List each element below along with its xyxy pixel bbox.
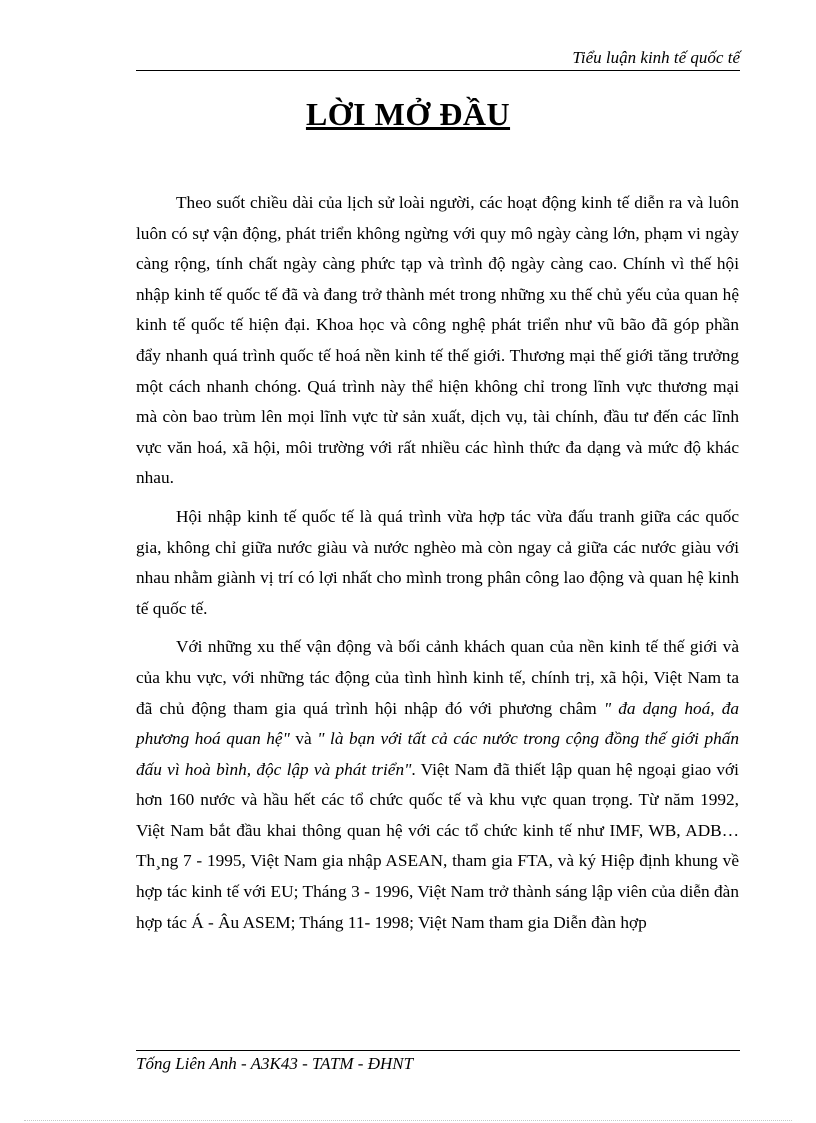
paragraph-3 [136, 632, 739, 938]
paragraph-3-text-b: và [289, 729, 318, 749]
paragraph-1: Theo suốt chiều dài của lịch sử loài người, các hoạt động kinh tế diễn ra và luôn luôn có sự vận động, phát triển không ngừng với quy mô ngày càng lớn, phạm vi ngày càng rộng, tính chất ngày càng phức tạp và trình độ ngày càng cao. Chính vì thế hội nhập kinh tế quốc tế đã và đang trở thành mét trong những xu thế chủ yếu của quan hệ kinh tế quốc tế hiện đại. Khoa học và công nghệ phát triển như vũ bão đã góp phần đẩy nhanh quá trình quốc tế hoá nền kinh tế thế giới. Thương mại thế giới tăng trưởng một cách nhanh chóng. Quá trình này thể hiện không chỉ trong lĩnh vực thương mại mà còn bao trùm lên mọi lĩnh vực từ sản xuất, dịch vụ, tài chính, đầu tư đến các lĩnh vực văn hoá, xã hội, môi trường với rất nhiều các hình thức đa dạng và mức độ khác nhau. [136, 193, 739, 488]
header-text: Tiểu luận kinh tế quốc tế [572, 48, 740, 67]
paragraph-3-text-c: . Việt Nam đã thiết lập quan hệ ngoại giao với hơn 160 nước và hầu hết các tổ chức quốc tế và khu vực quan trọng. Từ năm 1992, Việt Nam bắt đầu khai thông quan hệ với các tổ chức kinh tế như IMF, WB, ADB…Th¸ng 7 - 1995, Việt Nam gia nhập ASEAN, tham gia FTA, và ký Hiệp định khung về hợp tác kinh tế với EU; Tháng 3 - 1996, Việt Nam trở thành sáng lập viên của diễn đàn hợp tác Á - Âu ASEM; Tháng 11- 1998; Việt Nam tham gia Diễn đàn hợp [136, 759, 739, 932]
paragraph-3-quote-2: " là bạn với tất cả các nước trong cộng đồng thế giới phấn đấu vì hoà bình, độc lập và phát triển" [136, 729, 740, 779]
page-header [136, 48, 740, 71]
page-footer [136, 1050, 740, 1073]
document-body [136, 188, 739, 946]
footer-text: Tống Liên Anh - A3K43 - TATM - ĐHNT [136, 1054, 414, 1073]
paragraph-3-text-a: Với những xu thế vận động và bối cảnh khách quan của nền kinh tế thế giới và của khu vực, với những tác động của tình hình kinh tế, chính trị, xã hội, Việt Nam ta đã chủ động tham gia quá trình hội nhập đó với phương châm [136, 637, 739, 718]
page-bottom-edge [24, 1120, 792, 1121]
paragraph-3-quote-1: " đa dạng hoá, đa phương hoá quan hệ" [136, 698, 739, 749]
paragraph-2: Hội nhập kinh tế quốc tế là quá trình vừa hợp tác vừa đấu tranh giữa các quốc gia, không chỉ giữa nước giàu và nước nghèo mà còn ngay cả giữa các nước giàu với nhau nhằm giành vị trí có lợi nhất cho mình trong phân công lao động và quan hệ kinh tế quốc tế. [136, 506, 739, 618]
page-title: LỜI MỞ ĐẦU [305, 96, 511, 132]
